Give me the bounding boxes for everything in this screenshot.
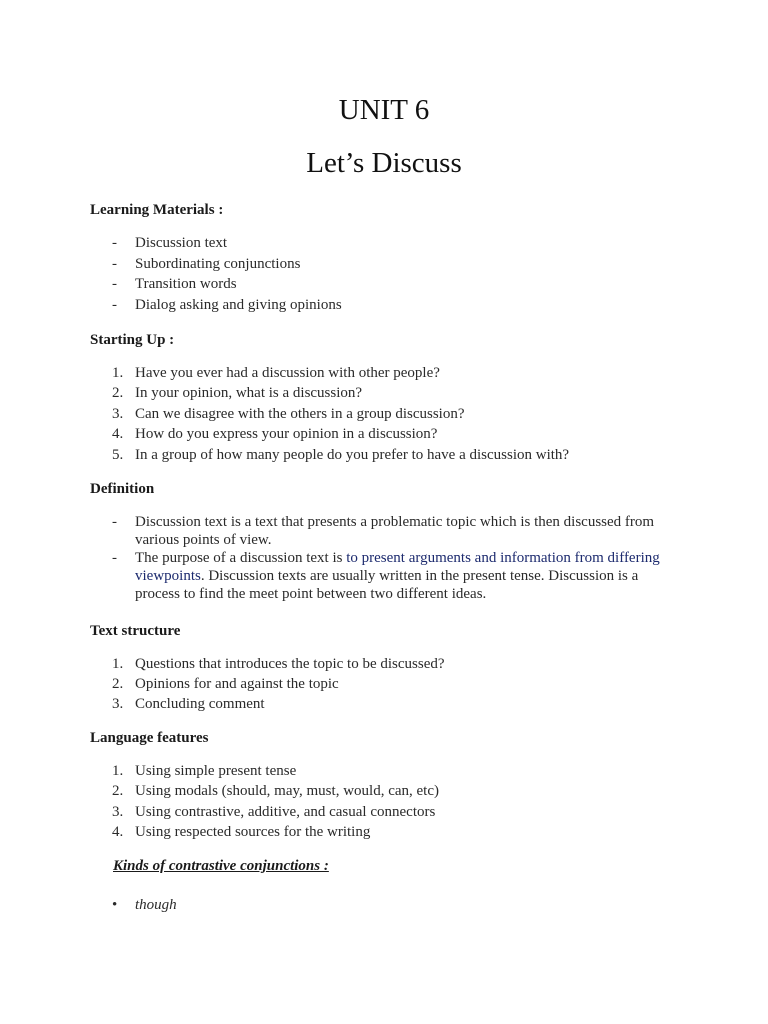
dash-marker: -: [112, 256, 117, 272]
dash-marker: -: [112, 550, 117, 566]
list-item-text: Can we disagree with the others in a group discussion?: [135, 406, 465, 422]
list-number: 4.: [112, 426, 124, 442]
list-item-text: Have you ever had a discussion with other people?: [135, 365, 440, 381]
purpose-suffix: . Discussion texts are usually written in the present tense. Discussion is a process to find the meet point between two different ideas.: [135, 568, 639, 602]
starting-up-heading: Starting Up :: [90, 332, 175, 348]
list-number: 1.: [112, 763, 124, 779]
dash-marker: -: [112, 235, 117, 251]
list-item-text: Questions that introduces the topic to be discussed?: [135, 656, 445, 672]
list-item-text: How do you express your opinion in a discussion?: [135, 426, 438, 442]
list-item-text: Subordinating conjunctions: [135, 256, 301, 272]
list-number: 2.: [112, 385, 124, 401]
learning-materials-heading: Learning Materials :: [90, 202, 224, 218]
list-item-text: Using modals (should, may, must, would, can, etc): [135, 783, 439, 799]
definition-text: Discussion text is a text that presents a problematic topic which is then discussed from various points of view.: [135, 514, 655, 548]
list-number: 3.: [112, 804, 124, 820]
list-number: 2.: [112, 783, 124, 799]
list-item-text: In your opinion, what is a discussion?: [135, 385, 363, 401]
purpose-highlight: to present arguments and information from differing viewpoints: [135, 550, 660, 584]
page-title: Let’s Discuss: [306, 147, 462, 179]
list-item-text: Discussion text: [135, 235, 228, 251]
list-item-text: Using respected sources for the writing: [135, 824, 371, 840]
text-structure-heading: Text structure: [90, 623, 181, 639]
list-number: 4.: [112, 824, 124, 840]
unit-number: UNIT 6: [338, 94, 430, 126]
list-number: 1.: [112, 365, 124, 381]
list-item-text: Transition words: [135, 276, 237, 292]
purpose-text: [135, 549, 675, 603]
list-item-text: though: [135, 897, 177, 913]
definition-heading: Definition: [90, 481, 155, 497]
list-item-text: Opinions for and against the topic: [135, 676, 339, 692]
purpose-prefix: The purpose of a discussion text is: [135, 550, 347, 566]
list-item-text: In a group of how many people do you prefer to have a discussion with?: [135, 447, 570, 463]
contrastive-conjunctions-heading: Kinds of contrastive conjunctions :: [113, 858, 329, 874]
list-number: 1.: [112, 656, 124, 672]
list-item-text: Dialog asking and giving opinions: [135, 297, 342, 313]
dash-marker: -: [112, 276, 117, 292]
dash-marker: -: [112, 514, 117, 530]
list-item-text: Using contrastive, additive, and casual connectors: [135, 804, 436, 820]
list-number: 5.: [112, 447, 124, 463]
list-item-text: Using simple present tense: [135, 763, 297, 779]
language-features-heading: Language features: [90, 730, 209, 746]
dash-marker: -: [112, 297, 117, 313]
list-number: 3.: [112, 696, 124, 712]
bullet-marker: •: [112, 897, 118, 913]
list-number: 2.: [112, 676, 124, 692]
list-item-text: Concluding comment: [135, 696, 265, 712]
list-number: 3.: [112, 406, 124, 422]
